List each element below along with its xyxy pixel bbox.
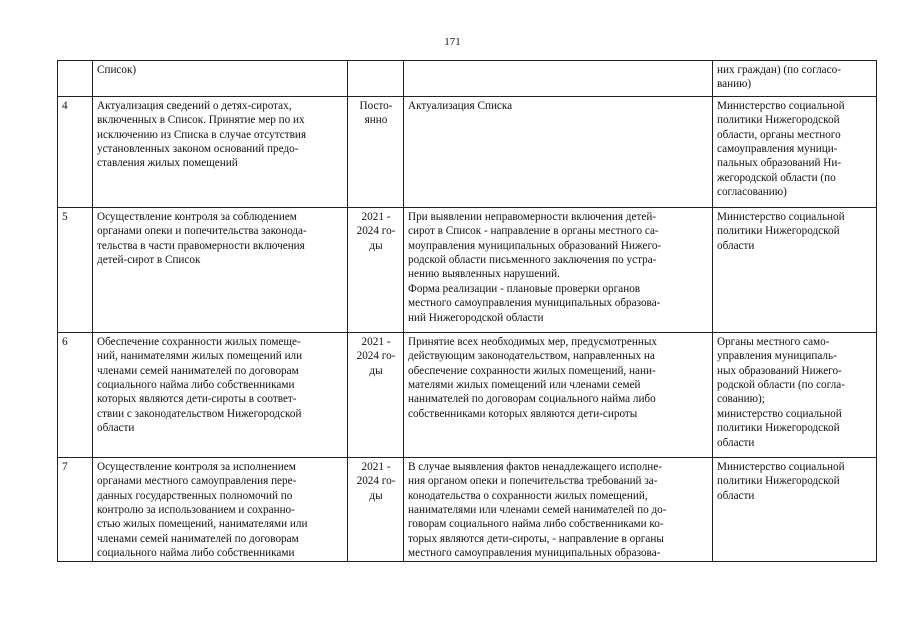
measure-executor: Министерство социальной политики Нижегородской области	[713, 457, 877, 561]
row-number	[58, 61, 93, 97]
measure-executor: Органы местного само- управления муниципаль- ных образований Нижего- родской области (по согла- сованию); министерство социальной политики Нижегородской области	[713, 332, 877, 457]
measure-result	[404, 61, 713, 97]
row-number: 5	[58, 207, 93, 332]
table-row	[58, 457, 877, 561]
measures-table	[57, 60, 877, 562]
table-row	[58, 332, 877, 457]
measure-term: 2021 - 2024 го- ды	[348, 457, 404, 561]
measure-term: 2021 - 2024 го- ды	[348, 207, 404, 332]
measure-name: Осуществление контроля за исполнением органами местного самоуправления пере- данных государственных полномочий по контролю за использованием и сохранно- стью жилых помещений, нанимателями или членами семей нанимателей по договорам социального найма либо собственниками	[93, 457, 348, 561]
measure-result: При выявлении неправомерности включения детей- сирот в Список - направление в органы местного са- моуправления муниципальных образований Нижего- родской области письменного заключения по устра- нению выявленных нарушений. Форма реализации - плановые проверки органов местного самоуправления муниципальных образова- ний Нижегородской области	[404, 207, 713, 332]
measure-term: Посто- янно	[348, 96, 404, 207]
measure-term: 2021 - 2024 го- ды	[348, 332, 404, 457]
measure-executor: Министерство социальной политики Нижегородской области	[713, 207, 877, 332]
measure-name: Список)	[93, 61, 348, 97]
row-number: 7	[58, 457, 93, 561]
table-row	[58, 207, 877, 332]
table-row	[58, 61, 877, 97]
table-row	[58, 96, 877, 207]
measure-name: Обеспечение сохранности жилых помеще- ний, нанимателями жилых помещений или членами семей нанимателей по договорам социального найма либо собственниками которых являются дети-сироты в соответ- ствии с законодательством Нижегородской области	[93, 332, 348, 457]
measure-result: В случае выявления фактов ненадлежащего исполне- ния органом опеки и попечительства требований за- конодательства о сохранности жилых помещений, нанимателями или членами семей нанимателей по до- говорам социального найма либо собственниками ко- торых являются дети-сироты, - направление в органы местного самоуправления муниципальных образова-	[404, 457, 713, 561]
measure-executor: Министерство социальной политики Нижегородской области, органы местного самоуправления муници- пальных образований Ни- жегородской области (по согласованию)	[713, 96, 877, 207]
measure-term	[348, 61, 404, 97]
measure-name: Осуществление контроля за соблюдением органами опеки и попечительства законода- тельства в части правомерности включения детей-сирот в Список	[93, 207, 348, 332]
measure-name: Актуализация сведений о детях-сиротах, включенных в Список. Принятие мер по их исключению из Списка в случае отсутствия установленных законом оснований предо- ставления жилых помещений	[93, 96, 348, 207]
measure-executor: них граждан) (по согласо- ванию)	[713, 61, 877, 97]
page-number: 171	[444, 36, 461, 48]
measure-result: Актуализация Списка	[404, 96, 713, 207]
row-number: 4	[58, 96, 93, 207]
measure-result: Принятие всех необходимых мер, предусмотренных действующим законодательством, направленных на обеспечение сохранности жилых помещений, нани- мателями жилых помещений или членами семей нанимателей по договорам социального найма либо собственниками которых являются дети-сироты	[404, 332, 713, 457]
row-number: 6	[58, 332, 93, 457]
